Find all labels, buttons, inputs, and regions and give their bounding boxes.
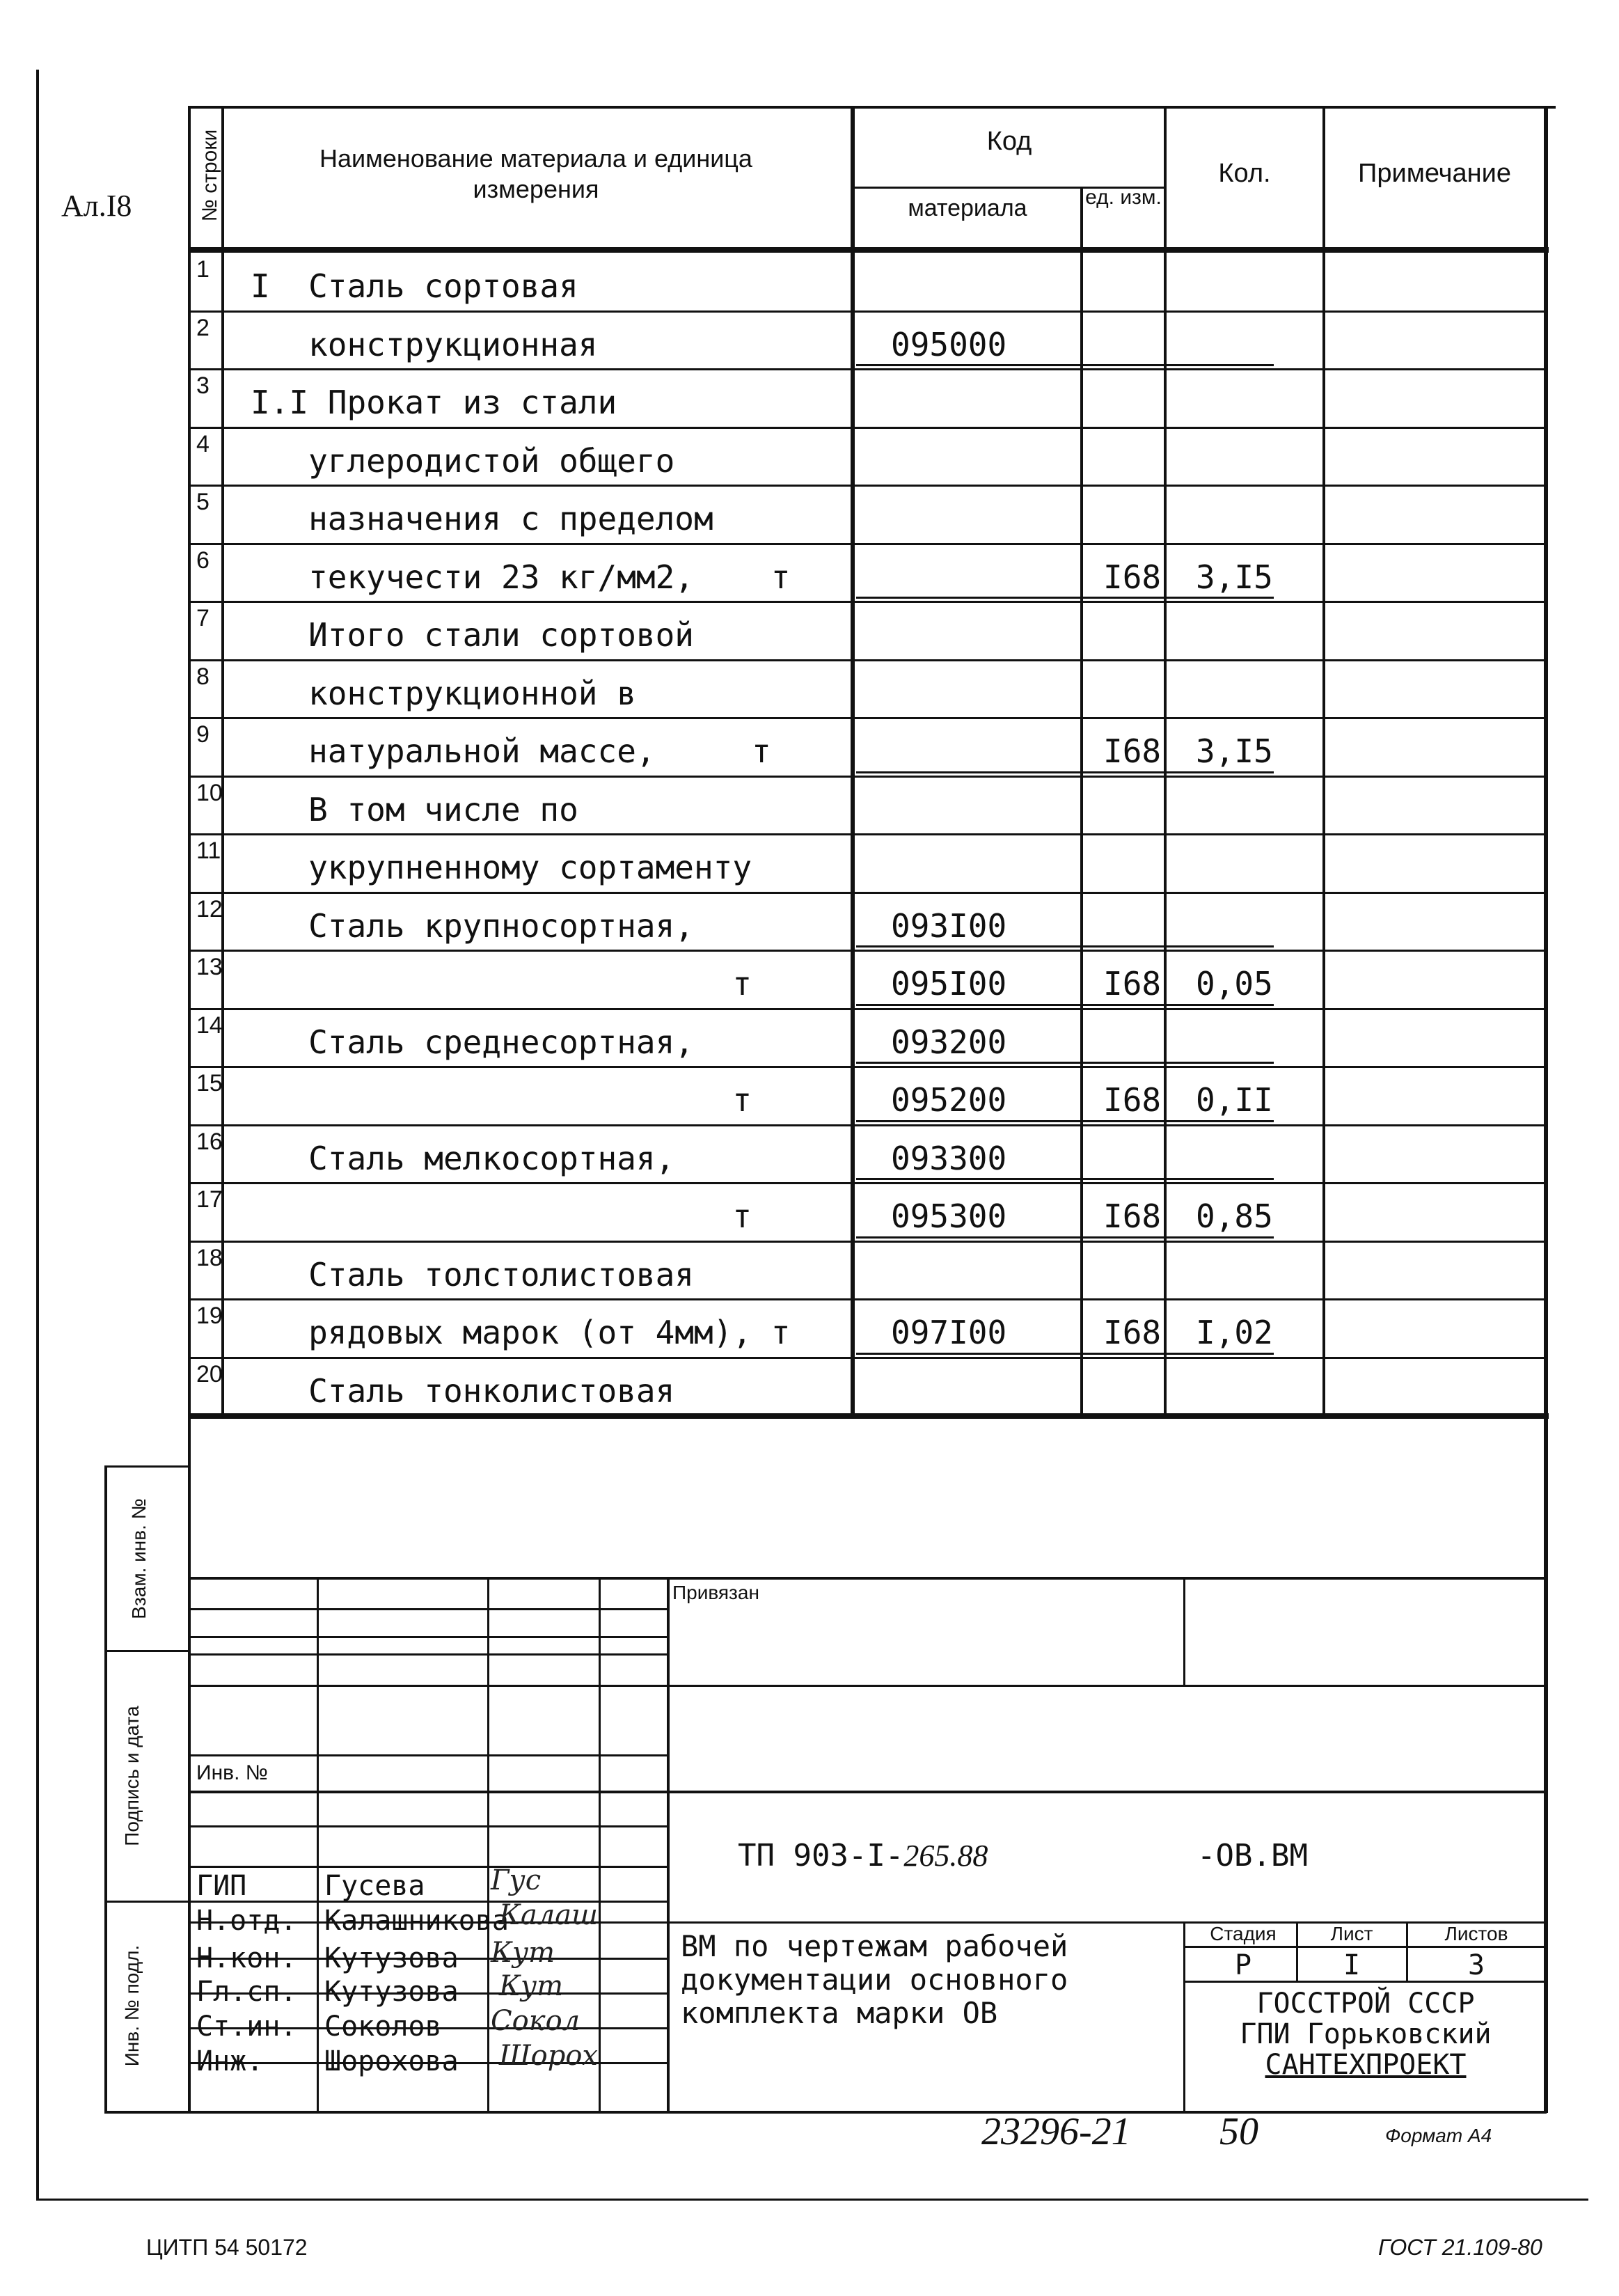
row-material-code: 093200 bbox=[891, 1023, 1007, 1061]
row-underline bbox=[856, 771, 1274, 773]
row-number: 14 bbox=[196, 1012, 223, 1039]
row-number: 4 bbox=[196, 431, 210, 457]
header-code-unit: ед. изм. bbox=[1085, 186, 1162, 209]
header-note: Примечание bbox=[1358, 159, 1511, 188]
handwritten-page: 50 bbox=[1219, 2110, 1258, 2153]
row-material-code: 093I00 bbox=[891, 907, 1007, 945]
row-material-code: 093300 bbox=[891, 1140, 1007, 1177]
row-name: конструкционная bbox=[251, 326, 598, 363]
row-name: I Сталь сортовая bbox=[251, 267, 578, 305]
side-inv-podl: Инв. № подл. bbox=[121, 1944, 143, 2067]
row-name: рядовых марок (от 4мм), т bbox=[251, 1314, 791, 1351]
role-title: ГИП bbox=[196, 1870, 247, 1902]
sheet-label: Ал.I8 bbox=[61, 189, 132, 223]
row-unit-code: I68 bbox=[1103, 1081, 1162, 1119]
row-number: 8 bbox=[196, 663, 210, 690]
row-name: Сталь тонколистовая bbox=[251, 1372, 675, 1410]
stage-label: Стадия bbox=[1210, 1923, 1277, 1944]
row-name: конструкционной в bbox=[251, 675, 636, 712]
doc-code-suffix: -ОВ.ВМ bbox=[1197, 1838, 1308, 1873]
row-number: 15 bbox=[196, 1070, 223, 1096]
stamp-title-line: ВМ по чертежам рабочей bbox=[681, 1929, 1068, 1963]
row-name: Сталь крупносортная, bbox=[251, 907, 694, 945]
footer-gost: ГОСТ 21.109-80 bbox=[1378, 2235, 1542, 2260]
sheets-count-label: Листов bbox=[1444, 1923, 1508, 1944]
row-unit-code: I68 bbox=[1103, 558, 1162, 596]
privyazan-label: Привязан bbox=[672, 1582, 759, 1603]
inv-no-label: Инв. № bbox=[196, 1761, 268, 1784]
row-underline bbox=[856, 597, 1274, 599]
row-number: 12 bbox=[196, 896, 223, 922]
signature: Кут bbox=[491, 1937, 555, 1969]
margin-line bbox=[36, 70, 39, 2200]
stamp-title-line: документации основного bbox=[681, 1963, 1068, 1997]
row-name: т bbox=[251, 1197, 752, 1235]
row-number: 11 bbox=[196, 838, 221, 864]
row-quantity: 3,I5 bbox=[1196, 732, 1273, 770]
stamp-title-line: комплекта марки ОВ bbox=[681, 1996, 998, 2030]
org-line: САНТЕХПРОЕКТ bbox=[1265, 2049, 1467, 2081]
row-underline bbox=[856, 1353, 1274, 1355]
sheet-number-value: I bbox=[1343, 1949, 1361, 1981]
handwritten-number: 23296-21 bbox=[981, 2110, 1131, 2153]
role-title: Н.кон. bbox=[196, 1942, 297, 1974]
row-unit-code: I68 bbox=[1103, 1314, 1162, 1351]
header-row-no: № строки bbox=[198, 129, 221, 222]
row-quantity: 0,II bbox=[1196, 1081, 1273, 1119]
row-number: 18 bbox=[196, 1245, 223, 1271]
header-code-material: материала bbox=[908, 195, 1027, 221]
header-code: Код bbox=[986, 127, 1032, 156]
row-name: т bbox=[251, 965, 752, 1002]
row-number: 5 bbox=[196, 489, 210, 515]
role-person: Гусева bbox=[324, 1870, 425, 1902]
row-underline bbox=[856, 1120, 1274, 1122]
row-name: натуральной массе, т bbox=[251, 732, 771, 770]
row-material-code: 095300 bbox=[891, 1197, 1007, 1235]
row-quantity: I,02 bbox=[1196, 1314, 1273, 1351]
row-quantity: 0,85 bbox=[1196, 1197, 1273, 1235]
header-qty: Кол. bbox=[1218, 159, 1271, 188]
row-name: Сталь мелкосортная, bbox=[251, 1140, 675, 1177]
row-name: Итого стали сортовой bbox=[251, 616, 694, 654]
bottom-border-line bbox=[36, 2199, 1588, 2201]
row-number: 10 bbox=[196, 780, 223, 806]
row-number: 9 bbox=[196, 721, 210, 748]
signature: Шорох bbox=[499, 2040, 598, 2072]
row-number: 20 bbox=[196, 1361, 223, 1387]
doc-code-prefix: ТП 903-I- bbox=[738, 1838, 904, 1873]
row-number: 13 bbox=[196, 954, 223, 980]
row-name: Сталь толстолистовая bbox=[251, 1256, 694, 1294]
stage-value: Р bbox=[1234, 1949, 1252, 1981]
row-underline bbox=[856, 1062, 1274, 1064]
role-person: Кутузова bbox=[324, 1942, 459, 1974]
org-line: ГПИ Горьковский bbox=[1240, 2018, 1492, 2050]
signature: Гус bbox=[491, 1864, 542, 1896]
row-quantity: 3,I5 bbox=[1196, 558, 1273, 596]
role-person: Калашникова bbox=[324, 1905, 509, 1937]
row-quantity: 0,05 bbox=[1196, 965, 1273, 1002]
org-line: ГОССТРОЙ СССР bbox=[1256, 1988, 1475, 2020]
row-underline bbox=[856, 1178, 1274, 1180]
row-unit-code: I68 bbox=[1103, 732, 1162, 770]
organization bbox=[1187, 1988, 1544, 2080]
row-unit-code: I68 bbox=[1103, 965, 1162, 1002]
row-name: углеродистой общего bbox=[251, 442, 675, 480]
row-material-code: 095000 bbox=[891, 326, 1007, 363]
role-title: Гл.сп. bbox=[196, 1976, 297, 2008]
row-name: I.I Прокат из стали bbox=[251, 384, 617, 421]
role-person: Шорохова bbox=[324, 2045, 459, 2077]
row-underline bbox=[856, 364, 1274, 366]
row-name: укрупненному сортаменту bbox=[251, 849, 752, 886]
row-material-code: 095I00 bbox=[891, 965, 1007, 1002]
row-name: В том числе по bbox=[251, 791, 578, 828]
row-unit-code: I68 bbox=[1103, 1197, 1162, 1235]
side-podpis: Подпись и дата bbox=[121, 1706, 143, 1846]
row-number: 2 bbox=[196, 315, 210, 341]
row-number: 6 bbox=[196, 547, 210, 574]
signature: Кут bbox=[499, 1970, 564, 2002]
format-label: Формат А4 bbox=[1385, 2125, 1492, 2146]
row-number: 16 bbox=[196, 1129, 223, 1155]
side-vzam: Взам. инв. № bbox=[128, 1498, 150, 1619]
stamp-title bbox=[681, 1930, 1068, 2030]
row-name: т bbox=[251, 1081, 752, 1119]
row-number: 7 bbox=[196, 605, 210, 631]
row-underline bbox=[856, 1004, 1274, 1006]
signature: Калаш bbox=[499, 1899, 599, 1931]
sheets-count-value: 3 bbox=[1467, 1949, 1485, 1981]
sheet-number-label: Лист bbox=[1330, 1923, 1373, 1944]
row-name: Сталь среднесортная, bbox=[251, 1023, 694, 1061]
row-number: 19 bbox=[196, 1303, 223, 1329]
row-underline bbox=[856, 945, 1274, 948]
doc-code-handwritten: 265.88 bbox=[903, 1839, 988, 1873]
role-title: Инж. bbox=[196, 2045, 264, 2077]
doc-code bbox=[738, 1838, 988, 1873]
role-person: Соколов bbox=[324, 2011, 442, 2043]
row-number: 3 bbox=[196, 372, 210, 399]
role-title: Н.отд. bbox=[196, 1905, 297, 1937]
role-person: Кутузова bbox=[324, 1976, 459, 2008]
row-number: 17 bbox=[196, 1186, 223, 1213]
signature: Сокол bbox=[491, 2005, 581, 2037]
row-name: текучести 23 кг/мм2, т bbox=[251, 558, 791, 596]
role-title: Ст.ин. bbox=[196, 2011, 297, 2043]
row-material-code: 095200 bbox=[891, 1081, 1007, 1119]
header-name: Наименование материала и единица измерения bbox=[319, 144, 752, 203]
row-underline bbox=[856, 1236, 1274, 1239]
row-number: 1 bbox=[196, 256, 210, 283]
row-material-code: 097I00 bbox=[891, 1314, 1007, 1351]
footer-left-code: ЦИТП 54 50172 bbox=[146, 2235, 308, 2260]
row-name: назначения с пределом bbox=[251, 500, 713, 537]
